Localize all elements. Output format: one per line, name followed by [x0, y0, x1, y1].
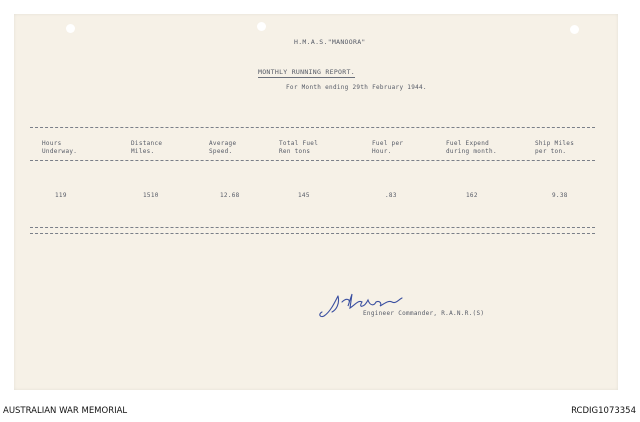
header-rule [30, 160, 595, 161]
column-header: Fuel per Hour. [372, 140, 404, 155]
table-bottom-rule [30, 227, 595, 228]
column-header: Ship Miles per ton. [535, 140, 575, 155]
footer-item-id: RCDIG1073354 [571, 406, 636, 416]
ship-name: H.M.A.S."MANOORA" [294, 38, 366, 46]
footer-collection: AUSTRALIAN WAR MEMORIAL [3, 406, 128, 416]
value-cell: 162 [466, 192, 478, 199]
punch-hole [570, 25, 579, 34]
value-cell: 119 [55, 192, 67, 199]
column-header: Average Speed. [209, 140, 237, 155]
value-cell: 1510 [143, 192, 159, 199]
column-header: Distance Miles. [131, 140, 163, 155]
value-cell: 9.38 [552, 192, 568, 199]
column-header: Hours Underway. [42, 140, 78, 155]
column-header: Total Fuel Ren tons [279, 140, 319, 155]
table-bottom-rule [30, 233, 595, 234]
value-cell: 12.68 [220, 192, 240, 199]
report-period: For Month ending 29th February 1944. [286, 84, 427, 91]
table-top-rule [30, 127, 595, 128]
punch-hole [257, 22, 266, 31]
report-title: MONTHLY RUNNING REPORT. [258, 68, 355, 76]
value-cell: .83 [385, 192, 397, 199]
value-cell: 145 [298, 192, 310, 199]
punch-hole [66, 24, 75, 33]
signature-title: Engineer Commander, R.A.N.R.(S) [363, 310, 485, 317]
column-header: Fuel Expend during month. [446, 140, 497, 155]
